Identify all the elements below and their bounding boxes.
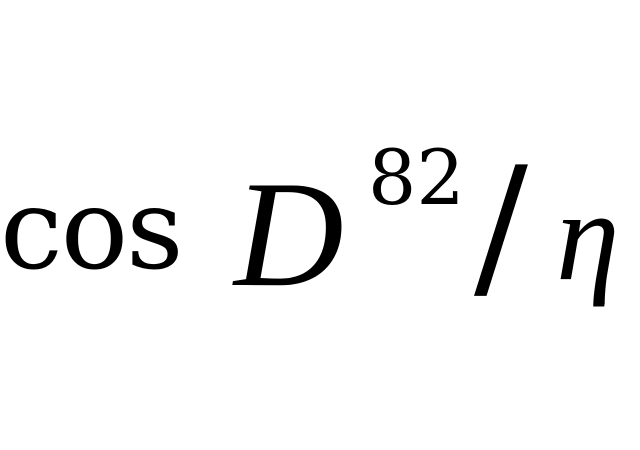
variable-eta: η bbox=[556, 165, 620, 307]
cosine-function: cos bbox=[0, 165, 182, 295]
variable-d: D bbox=[234, 150, 344, 318]
division-slash: / bbox=[474, 132, 528, 319]
exponent: 82 bbox=[368, 133, 465, 222]
